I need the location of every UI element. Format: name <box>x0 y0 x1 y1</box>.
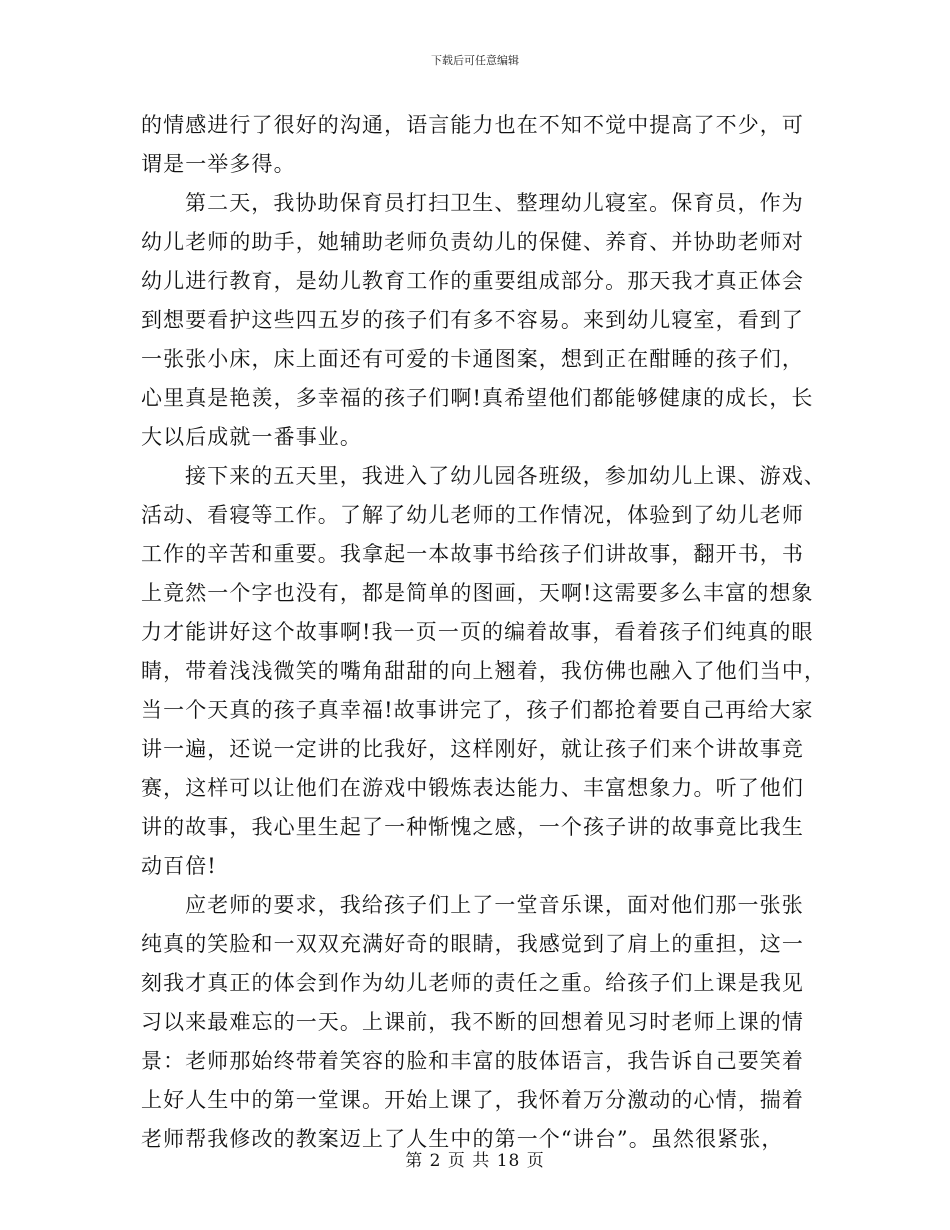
text-line: 赛，这样可以让他们在游戏中锻炼表达能力、丰富想象力。听了他们 <box>141 776 804 800</box>
text-line: 到想要看护这些四五岁的孩子们有多不容易。来到幼儿寝室，看到了 <box>141 308 804 332</box>
text-line: 第二天，我协助保育员打扫卫生、整理幼儿寝室。保育员，作为 <box>185 191 804 215</box>
text-line: 上竟然一个字也没有，都是简单的图画，天啊!这需要多么丰富的想象 <box>141 581 814 605</box>
text-line: 老师帮我修改的教案迈上了人生中的第一个“讲台”。虽然很紧张， <box>141 1127 784 1151</box>
text-line: 幼儿老师的助手，她辅助老师负责幼儿的保健、养育、并协助老师对 <box>141 230 804 254</box>
document-body <box>141 106 827 1159</box>
text-line: 大以后成就一番事业。 <box>141 425 362 449</box>
text-line: 幼儿进行教育，是幼儿教育工作的重要组成部分。那天我才真正体会 <box>141 269 804 293</box>
text-line: 讲的故事，我心里生起了一种惭愧之感，一个孩子讲的故事竟比我生 <box>141 815 804 839</box>
text-line: 应老师的要求，我给孩子们上了一堂音乐课，面对他们那一张张 <box>185 893 804 917</box>
text-line: 当一个天真的孩子真幸福!故事讲完了，孩子们都抢着要自己再给大家 <box>141 698 814 722</box>
text-line: 纯真的笑脸和一双双充满好奇的眼睛，我感觉到了肩上的重担，这一 <box>141 932 804 956</box>
text-line: 上好人生中的第一堂课。开始上课了，我怀着万分激动的心情，揣着 <box>141 1088 804 1112</box>
text-line: 动百倍! <box>141 854 217 878</box>
page-header: 下载后可任意编辑 <box>431 54 519 67</box>
text-line: 景：老师那始终带着笑容的脸和丰富的肢体语言，我告诉自己要笑着 <box>141 1049 804 1073</box>
text-line: 工作的辛苦和重要。我拿起一本故事书给孩子们讲故事，翻开书，书 <box>141 542 804 566</box>
text-line: 睛，带着浅浅微笑的嘴角甜甜的向上翘着，我仿佛也融入了他们当中， <box>141 659 827 683</box>
text-line: 刻我才真正的体会到作为幼儿老师的责任之重。给孩子们上课是我见 <box>141 971 804 995</box>
text-line: 谓是一举多得。 <box>141 152 296 176</box>
text-line: 习以来最难忘的一天。上课前，我不断的回想着见习时老师上课的情 <box>141 1010 804 1034</box>
text-line: 的情感进行了很好的沟通，语言能力也在不知不觉中提高了不少，可 <box>141 113 804 137</box>
text-line: 接下来的五天里，我进入了幼儿园各班级，参加幼儿上课、游戏、 <box>185 464 826 488</box>
text-line: 讲一遍，还说一定讲的比我好，这样刚好，就让孩子们来个讲故事竞 <box>141 737 804 761</box>
text-line: 力才能讲好这个故事啊!我一页一页的编着故事，看着孩子们纯真的眼 <box>141 620 814 644</box>
text-line: 一张张小床，床上面还有可爱的卡通图案，想到正在酣睡的孩子们， <box>141 347 804 371</box>
text-line: 心里真是艳羡，多幸福的孩子们啊!真希望他们都能够健康的成长，长 <box>141 386 814 410</box>
text-line: 活动、看寝等工作。了解了幼儿老师的工作情况，体验到了幼儿老师 <box>141 503 804 527</box>
page-number-footer: 第 2 页 共 18 页 <box>405 1151 545 1171</box>
